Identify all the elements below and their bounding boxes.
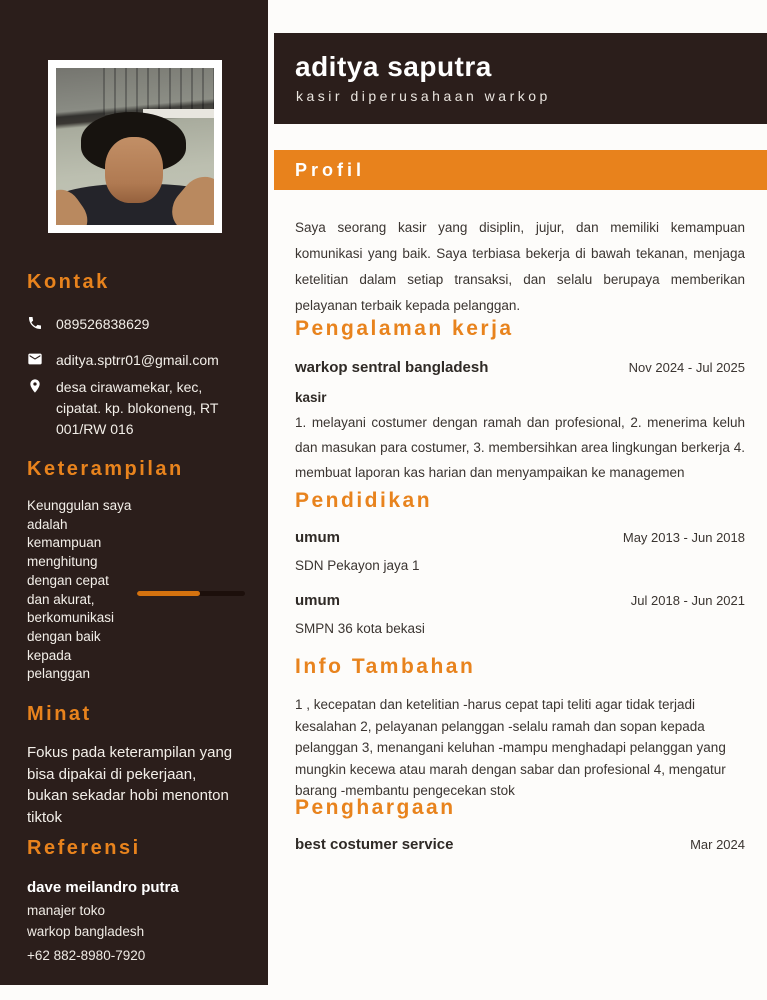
skill-bar-fill (137, 591, 200, 596)
education-school: SDN Pekayon jaya 1 (295, 558, 420, 573)
penghargaan-heading: Penghargaan (295, 796, 456, 819)
education-entry (295, 592, 745, 636)
location-pin-icon (27, 378, 43, 394)
profil-text: Saya seorang kasir yang disiplin, jujur, dan memiliki kemampuan komunikasi yang baik. Saya terbiasa bekerja di bawah tekanan, menjaga ketelitian dalam setiap transaksi, dan selalu berupaya memberikan pelayanan terbaik kepada pelanggan. (295, 220, 745, 313)
header-block (274, 33, 767, 124)
profil-heading: Profil (295, 159, 366, 180)
candidate-job-title: kasir diperusahaan warkop (296, 88, 551, 104)
education-level: umum (295, 529, 340, 546)
education-date: Jul 2018 - Jun 2021 (630, 593, 745, 608)
keterampilan-heading: Keterampilan (27, 458, 184, 480)
reference-phone: +62 882-8980-7920 (27, 948, 146, 963)
keterampilan-text: Keunggulan saya adalah kemampuan menghitung dengan cepat dan akurat, berkomunikasi dengan baik kepada pelanggan (27, 498, 132, 682)
education-entry-head (295, 529, 745, 546)
education-entry (295, 529, 745, 573)
pengalaman-heading: Pengalaman kerja (295, 317, 514, 340)
experience-entry-head (295, 359, 745, 376)
reference-company: warkop bangladesh (27, 924, 145, 939)
experience-company: warkop sentral bangladesh (295, 359, 489, 376)
phone-icon (27, 315, 43, 331)
education-entry-head (295, 592, 745, 609)
experience-entry (295, 359, 745, 485)
address-line-3: 001/RW 016 (56, 421, 134, 437)
contact-address (56, 377, 218, 440)
contact-email: aditya.sptrr01@gmail.com (56, 352, 219, 368)
award-entry (295, 836, 745, 853)
info-tambahan-text: 1 , kecepatan dan ketelitian -harus cepat tapi teliti agar tidak terjadi kesalahan 2, pelayanan pelanggan -selalu ramah dan sopan kepada pelanggan 3, menangani keluhan -mampu menghadapi pelanggan yang mungkin kecewa atau marah dengan sabar dan profesional 4, mengatur barang -membantu pengecekan stok (295, 697, 726, 798)
sidebar (0, 0, 268, 985)
contact-address-row (27, 377, 218, 440)
award-date: Mar 2024 (690, 837, 745, 852)
minat-heading: Minat (27, 703, 92, 725)
minat-text: Fokus pada keterampilan yang bisa dipakai di pekerjaan, bukan sekadar hobi menonton tiktok (27, 744, 233, 826)
reference-title: manajer toko (27, 903, 106, 918)
skill-bar (137, 591, 245, 596)
contact-phone: 089526838629 (56, 316, 150, 332)
contact-email-row (27, 350, 219, 371)
address-line-1: desa cirawamekar, kec, (56, 379, 203, 395)
education-level: umum (295, 592, 340, 609)
candidate-name: aditya saputra (295, 51, 492, 82)
experience-role: kasir (295, 390, 327, 405)
contact-phone-row (27, 314, 149, 335)
info-tambahan-heading: Info Tambahan (295, 655, 476, 678)
profile-photo-frame (48, 60, 222, 233)
kontak-heading: Kontak (27, 271, 110, 293)
address-line-2: cipatat. kp. blokoneng, RT (56, 400, 219, 416)
experience-date: Nov 2024 - Jul 2025 (628, 360, 745, 375)
photo-face (105, 137, 163, 203)
education-date: May 2013 - Jun 2018 (622, 530, 745, 545)
award-entry-head (295, 836, 745, 853)
profil-section-bar (274, 150, 767, 190)
award-title: best costumer service (295, 836, 454, 853)
email-icon (27, 351, 43, 367)
referensi-heading: Referensi (27, 837, 141, 859)
reference-name: dave meilandro putra (27, 879, 179, 896)
experience-description: 1. melayani costumer dengan ramah dan profesional, 2. menerima keluh dan masukan para costumer, 3. membersihkan area lingkungan berkerja 4. membuat laporan kas harian dan menyampaikan ke managemen (295, 415, 745, 480)
profile-photo (56, 68, 214, 225)
education-school: SMPN 36 kota bekasi (295, 621, 425, 636)
pendidikan-heading: Pendidikan (295, 489, 433, 512)
